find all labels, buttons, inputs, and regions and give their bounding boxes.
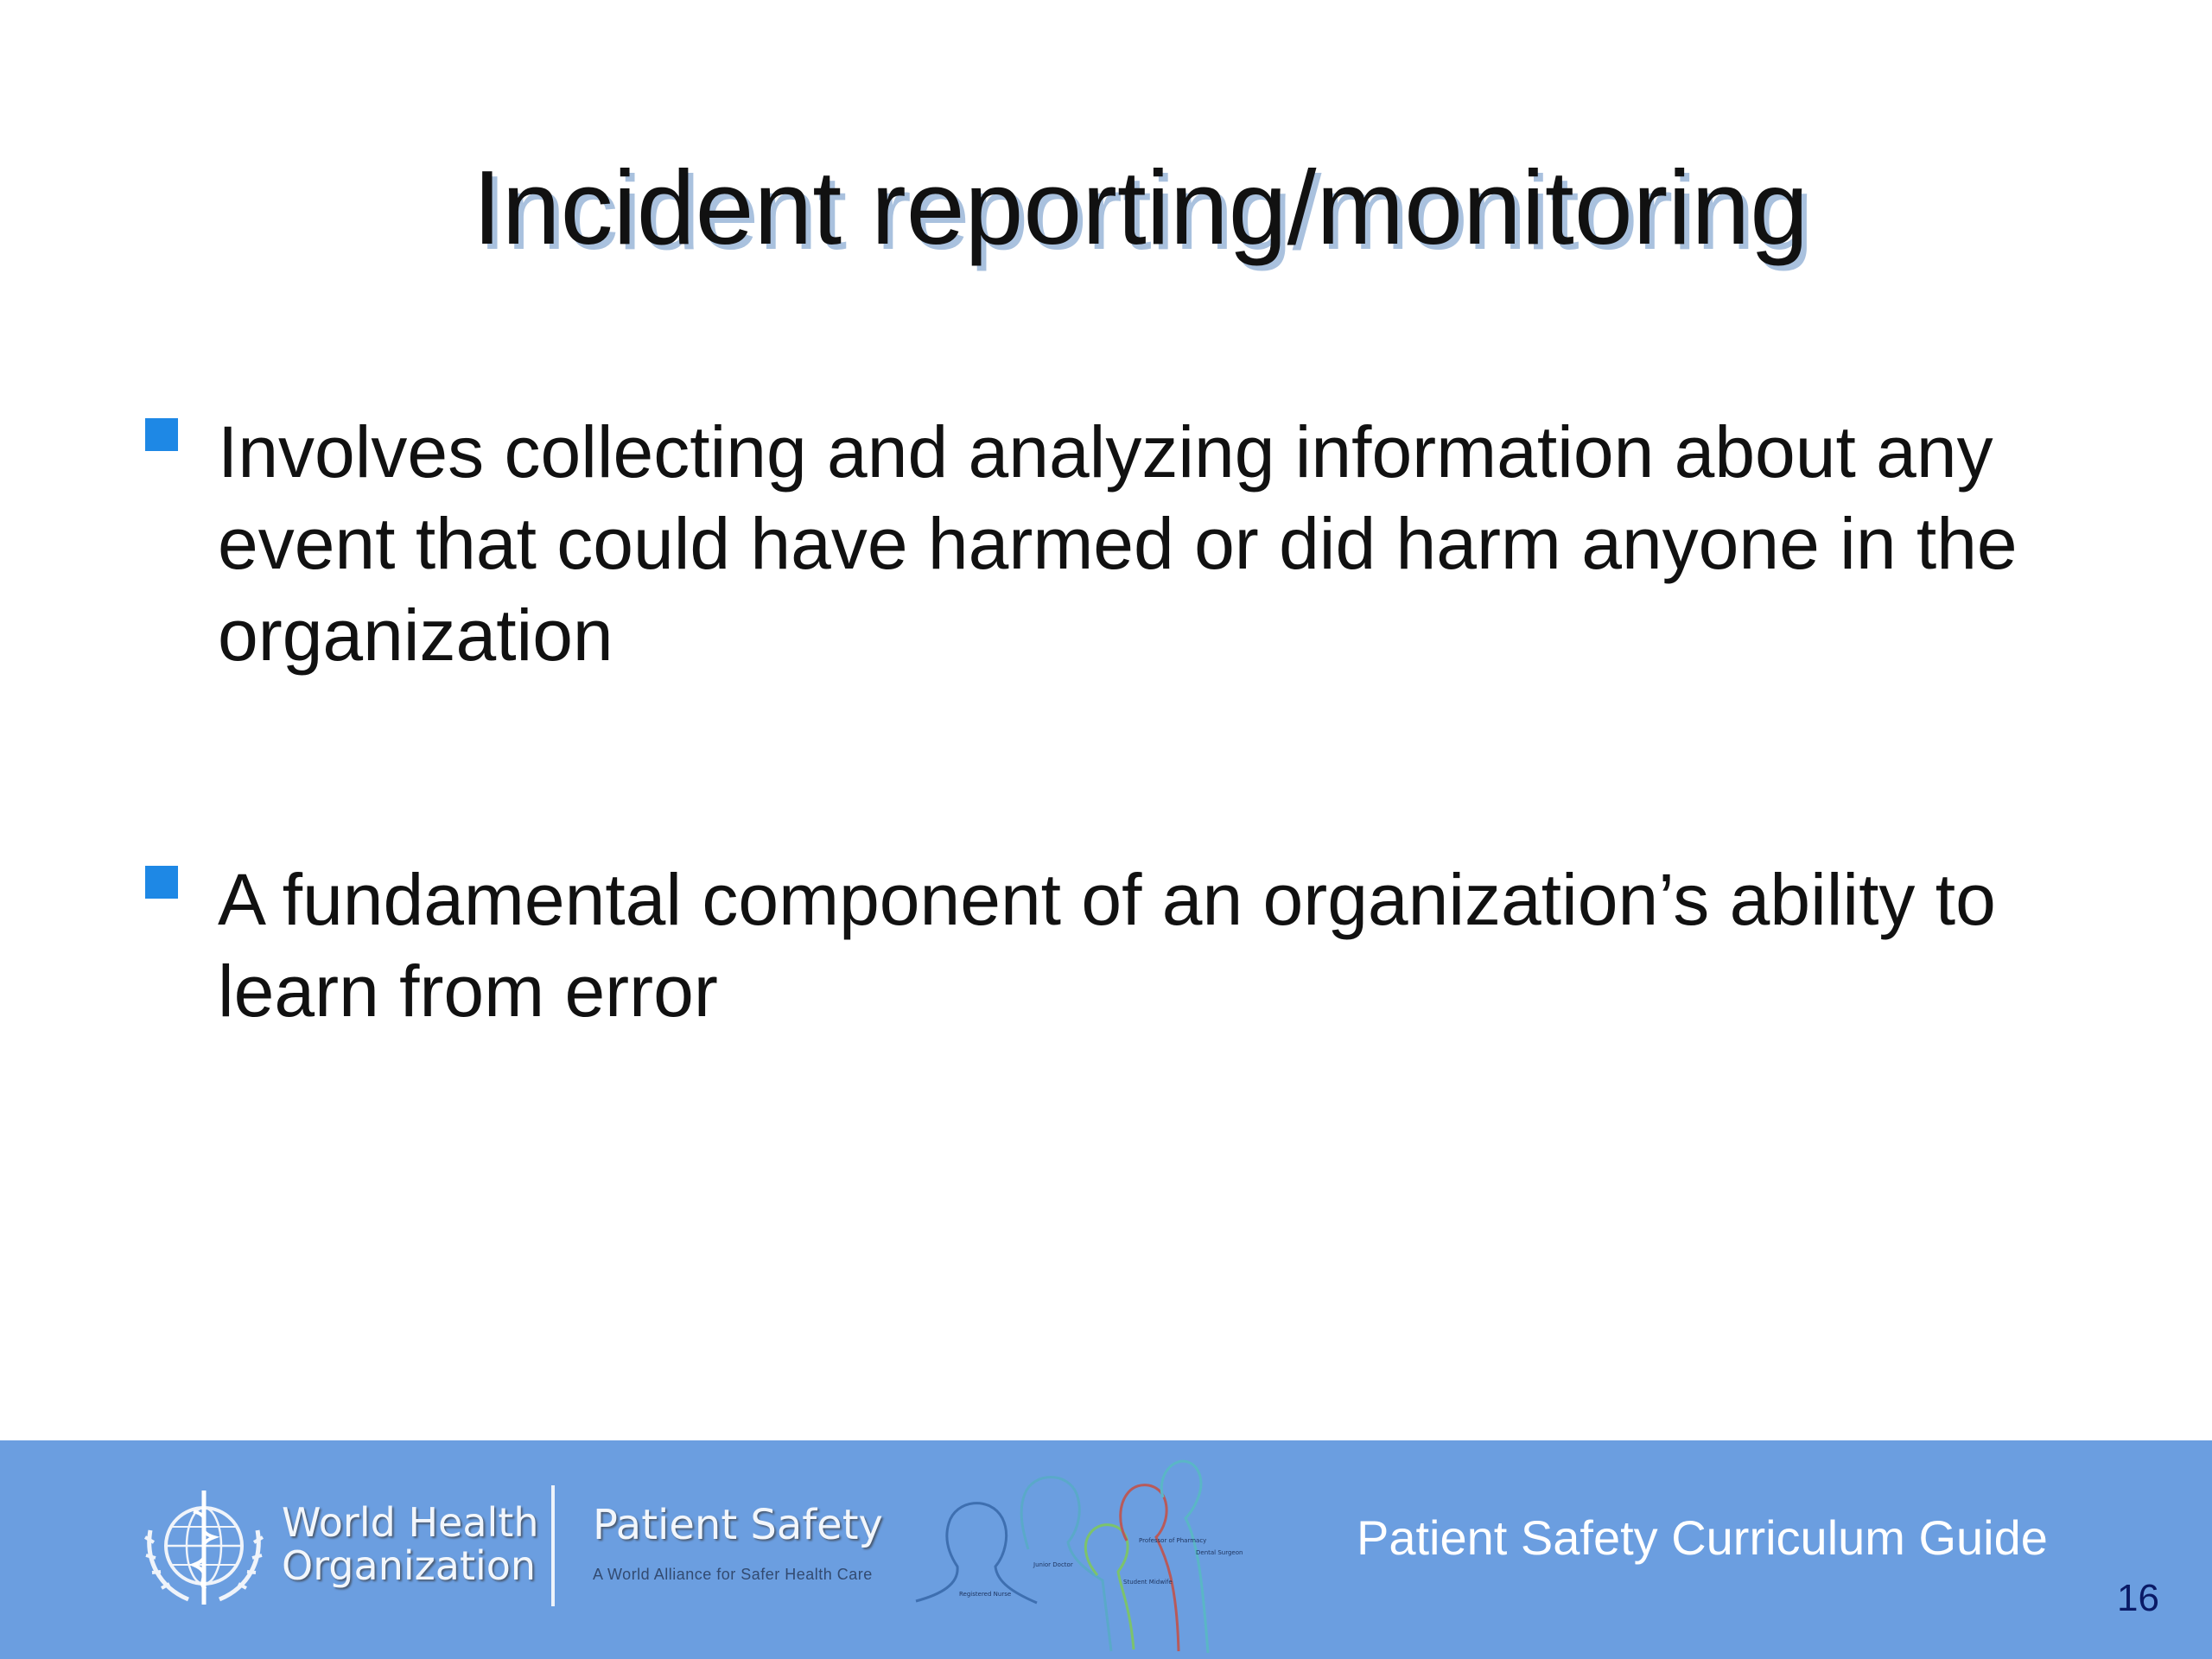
who-wordmark xyxy=(282,1501,539,1587)
bullet-item xyxy=(145,406,2098,681)
bullet-item xyxy=(145,854,2098,1037)
patient-safety-wordmark: Patient Safety xyxy=(593,1501,883,1549)
page-number: 16 xyxy=(2117,1577,2159,1619)
bullet-list xyxy=(145,406,2098,1037)
bullet-square-icon xyxy=(145,418,178,451)
silhouette-label: Registered Nurse xyxy=(959,1591,1012,1598)
alliance-tagline: A World Alliance for Safer Health Care xyxy=(593,1566,873,1583)
silhouette-label: Student Midwife xyxy=(1123,1579,1173,1586)
silhouette-label: Professor of Pharmacy xyxy=(1139,1537,1207,1544)
bullet-text: Involves collecting and analyzing information about any event that could have harmed or did harm anyone in the organization xyxy=(218,411,2018,676)
health-workers-silhouettes-icon xyxy=(907,1446,1253,1659)
silhouette-label: Dental Surgeon xyxy=(1196,1549,1243,1556)
slide-title: Incident reporting/monitoring xyxy=(472,149,1809,266)
curriculum-guide-label: Patient Safety Curriculum Guide xyxy=(1357,1510,2048,1565)
who-name-line2: Organization xyxy=(282,1542,537,1589)
who-name-line1: World Health xyxy=(282,1499,539,1546)
footer-banner xyxy=(0,1440,2212,1659)
footer-divider xyxy=(551,1485,555,1606)
who-emblem-icon xyxy=(138,1485,270,1617)
silhouette-label: Junior Doctor xyxy=(1033,1561,1073,1568)
bullet-text: A fundamental component of an organization’s ability to learn from error xyxy=(218,859,1996,1032)
bullet-square-icon xyxy=(145,866,178,899)
